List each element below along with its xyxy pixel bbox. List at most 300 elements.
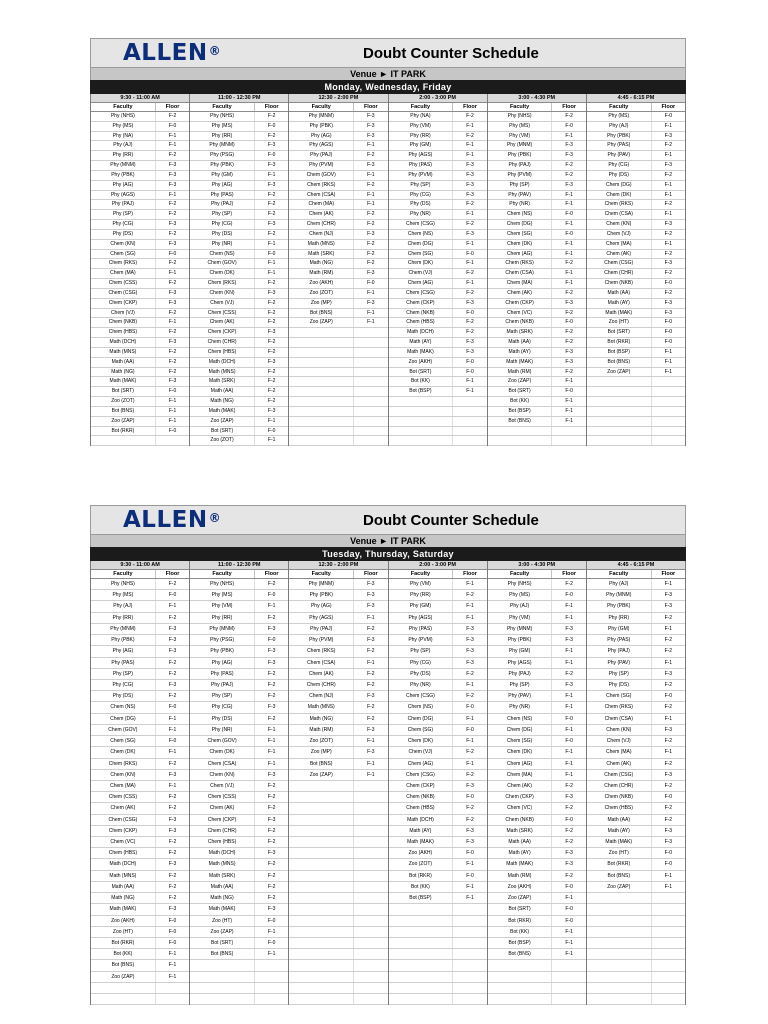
floor-cell: F-1 — [466, 142, 474, 149]
table-row — [488, 635, 586, 646]
table-row — [587, 161, 685, 171]
faculty-cell — [289, 781, 354, 791]
table-row — [587, 792, 685, 803]
floor-cell: F-2 — [168, 693, 177, 700]
faculty-cell: Phy (AG) — [91, 646, 156, 656]
table-row — [190, 792, 288, 803]
table-row — [289, 893, 387, 904]
floor-cell: F-2 — [565, 872, 573, 879]
floor-cell: F-0 — [565, 592, 573, 599]
faculty-cell — [289, 338, 354, 347]
column-header-row — [488, 103, 586, 112]
faculty-cell: Chem (AK) — [91, 803, 156, 813]
faculty-cell: Phy (MNM) — [289, 112, 354, 121]
floor-cell — [652, 436, 685, 445]
faculty-cell: Chem (NS) — [488, 714, 553, 724]
floor-cell — [354, 972, 387, 982]
table-row — [289, 210, 387, 220]
table-row — [289, 916, 387, 927]
floor-cell — [354, 427, 387, 436]
faculty-cell: Phy (AG) — [190, 181, 255, 190]
table-row — [488, 191, 586, 201]
faculty-cell — [389, 983, 454, 993]
floor-cell: F-2 — [565, 670, 573, 677]
floor-cell: F-1 — [267, 260, 276, 267]
floor-cell: F-2 — [565, 581, 573, 587]
faculty-cell: Chem (NS) — [389, 230, 454, 239]
faculty-cell: Zoo (ZOT) — [91, 397, 156, 406]
floor-cell: F-2 — [168, 850, 177, 857]
floor-cell: F-1 — [664, 122, 673, 129]
faculty-cell: Phy (AGS) — [389, 151, 454, 160]
faculty-cell: Phy (PBK) — [488, 151, 553, 160]
table-row — [389, 702, 487, 713]
floor-cell: F-2 — [466, 289, 474, 296]
table-row — [587, 747, 685, 758]
table-row — [389, 427, 487, 437]
faculty-cell: Chem (DK) — [488, 240, 553, 249]
table-row — [91, 579, 189, 590]
table-row — [389, 601, 487, 612]
table-row — [190, 837, 288, 848]
table-row — [289, 279, 387, 289]
time-slot-header: 4:45 - 6:15 PM — [587, 561, 685, 570]
floor-cell: F-3 — [168, 289, 177, 296]
floor-cell — [354, 960, 387, 970]
floor-cell: F-3 — [565, 681, 573, 688]
faculty-column-header: Faculty — [389, 570, 454, 578]
floor-cell — [652, 938, 685, 948]
table-row — [488, 916, 586, 927]
floor-cell: F-3 — [664, 592, 673, 599]
faculty-cell: Chem (HBS) — [389, 803, 454, 813]
faculty-cell: Chem (CHR) — [289, 680, 354, 690]
table-row — [587, 250, 685, 260]
table-row — [389, 792, 487, 803]
floor-cell: F-3 — [565, 625, 573, 632]
floor-cell — [453, 927, 486, 937]
table-row — [91, 669, 189, 680]
floor-cell: F-1 — [565, 771, 573, 778]
faculty-cell — [587, 983, 652, 993]
faculty-cell: Chem (AK) — [488, 289, 553, 298]
faculty-cell: Math (MNS) — [190, 368, 255, 377]
floor-cell: F-1 — [565, 704, 573, 711]
faculty-cell: Math (DCH) — [91, 338, 156, 347]
table-row — [488, 348, 586, 358]
faculty-cell — [289, 871, 354, 881]
table-row — [587, 240, 685, 250]
floor-cell: F-3 — [168, 906, 177, 913]
floor-cell — [453, 407, 486, 416]
faculty-cell: Chem (DG) — [389, 714, 454, 724]
table-row — [289, 736, 387, 747]
floor-cell: F-0 — [565, 738, 573, 745]
faculty-cell: Phy (CG) — [389, 191, 454, 200]
floor-cell: F-3 — [168, 378, 177, 385]
floor-cell: F-1 — [565, 895, 573, 902]
table-row — [587, 122, 685, 132]
floor-cell: F-1 — [168, 142, 177, 149]
table-row — [91, 960, 189, 971]
table-row — [587, 259, 685, 269]
floor-cell: F-2 — [466, 132, 474, 139]
floor-cell: F-1 — [168, 407, 177, 414]
table-row — [587, 427, 685, 437]
faculty-cell: Chem (MA) — [91, 781, 156, 791]
floor-cell: F-0 — [168, 917, 177, 924]
floor-cell: F-2 — [367, 250, 375, 257]
table-row — [587, 132, 685, 142]
floor-cell: F-1 — [565, 760, 573, 767]
faculty-cell — [289, 882, 354, 892]
floor-cell: F-2 — [664, 738, 673, 745]
faculty-cell: Phy (PAS) — [91, 658, 156, 668]
floor-cell: F-3 — [168, 625, 177, 632]
table-row — [91, 803, 189, 814]
table-row — [190, 904, 288, 915]
faculty-cell: Chem (VC) — [488, 803, 553, 813]
table-row — [289, 691, 387, 702]
table-row — [91, 318, 189, 328]
table-row — [488, 882, 586, 893]
table-row — [389, 161, 487, 171]
faculty-cell: Bot (SRT) — [488, 904, 553, 914]
table-row — [587, 407, 685, 417]
floor-cell: F-3 — [466, 299, 474, 306]
floor-cell: F-1 — [168, 132, 177, 139]
faculty-cell: Phy (GM) — [587, 624, 652, 634]
faculty-cell: Chem (NKB) — [91, 318, 156, 327]
floor-cell: F-2 — [168, 670, 177, 677]
faculty-cell: Math (RM) — [488, 871, 553, 881]
column-header-row — [289, 103, 387, 112]
table-row — [587, 871, 685, 882]
floor-cell: F-3 — [565, 348, 573, 355]
faculty-cell: Phy (NHS) — [488, 579, 553, 589]
faculty-cell: Chem (CHR) — [587, 269, 652, 278]
faculty-cell — [587, 960, 652, 970]
table-row — [587, 669, 685, 680]
table-row — [587, 770, 685, 781]
floor-cell: F-0 — [267, 152, 276, 159]
table-row — [190, 259, 288, 269]
faculty-cell: Phy (SP) — [389, 181, 454, 190]
floor-cell: F-1 — [168, 749, 177, 756]
table-row — [91, 240, 189, 250]
table-row — [488, 220, 586, 230]
floor-cell: F-2 — [168, 581, 177, 587]
table-row — [91, 770, 189, 781]
floor-cell: F-1 — [466, 883, 474, 890]
faculty-cell: Phy (MNM) — [190, 141, 255, 150]
floor-cell: F-1 — [466, 681, 474, 688]
faculty-cell: Chem (GOV) — [190, 736, 255, 746]
table-row — [389, 994, 487, 1005]
faculty-column-header: Faculty — [91, 103, 156, 111]
faculty-cell: Phy (CG) — [91, 680, 156, 690]
table-row — [488, 377, 586, 387]
floor-cell: F-3 — [367, 270, 375, 277]
faculty-cell: Math (MAK) — [587, 309, 652, 318]
table-row — [289, 960, 387, 971]
floor-cell: F-2 — [267, 398, 276, 405]
table-row — [587, 691, 685, 702]
faculty-cell: Phy (PBK) — [587, 132, 652, 141]
table-row — [488, 893, 586, 904]
floor-cell: F-3 — [664, 221, 673, 228]
table-row — [289, 368, 387, 378]
table-row — [289, 826, 387, 837]
floor-cell: F-2 — [168, 280, 177, 287]
faculty-cell — [389, 427, 454, 436]
faculty-cell: Chem (VJ) — [190, 299, 255, 308]
table-row — [488, 151, 586, 161]
table-row — [587, 893, 685, 904]
table-row — [289, 669, 387, 680]
table-row — [289, 348, 387, 358]
floor-cell: F-1 — [565, 693, 573, 700]
time-slot-column — [488, 94, 587, 446]
floor-cell: F-1 — [466, 614, 474, 621]
table-row — [190, 122, 288, 132]
table-row — [91, 904, 189, 915]
table-row — [389, 289, 487, 299]
column-header-row — [91, 570, 189, 579]
faculty-cell: Bot (KK) — [389, 882, 454, 892]
floor-cell: F-1 — [466, 240, 474, 247]
floor-cell: F-1 — [565, 201, 573, 208]
faculty-cell: Zoo (AKH) — [289, 279, 354, 288]
faculty-cell: Phy (GM) — [389, 601, 454, 611]
table-row — [488, 994, 586, 1005]
floor-cell: F-0 — [168, 928, 177, 935]
faculty-cell: Chem (CHR) — [289, 220, 354, 229]
faculty-cell: Bot (RKR) — [389, 871, 454, 881]
faculty-cell: Phy (NR) — [389, 680, 454, 690]
floor-cell: F-1 — [565, 726, 573, 733]
faculty-cell: Math (SRK) — [488, 826, 553, 836]
table-row — [91, 972, 189, 983]
table-row — [91, 427, 189, 437]
venue-label: Venue ► IT PARK — [90, 68, 686, 80]
table-row — [91, 309, 189, 319]
faculty-cell: Phy (PAJ) — [488, 161, 553, 170]
table-row — [289, 972, 387, 983]
floor-cell: F-2 — [267, 715, 276, 722]
floor-cell: F-2 — [565, 113, 573, 119]
faculty-cell: Chem (CSA) — [587, 714, 652, 724]
table-row — [389, 358, 487, 368]
floor-cell — [354, 397, 387, 406]
table-row — [91, 358, 189, 368]
floor-cell: F-1 — [267, 417, 276, 424]
faculty-cell: Chem (RKS) — [488, 259, 553, 268]
floor-cell: F-3 — [664, 670, 673, 677]
table-row — [91, 871, 189, 882]
floor-cell — [354, 348, 387, 357]
table-row — [289, 590, 387, 601]
faculty-cell: Phy (MNM) — [190, 624, 255, 634]
faculty-cell: Bot (RKR) — [488, 916, 553, 926]
floor-cell: F-3 — [267, 648, 276, 655]
floor-cell: F-3 — [367, 132, 375, 139]
floor-cell — [354, 916, 387, 926]
table-row — [91, 994, 189, 1005]
floor-cell: F-3 — [267, 358, 276, 365]
table-row — [389, 624, 487, 635]
faculty-cell: Chem (DK) — [389, 736, 454, 746]
faculty-cell — [587, 417, 652, 426]
table-row — [389, 112, 487, 122]
floor-cell: F-3 — [466, 648, 474, 655]
floor-cell: F-3 — [664, 603, 673, 610]
column-header-row — [190, 103, 288, 112]
floor-cell — [652, 960, 685, 970]
faculty-cell: Bot (SRT) — [488, 387, 553, 396]
table-row — [190, 781, 288, 792]
floor-cell: F-0 — [664, 113, 673, 119]
floor-cell: F-3 — [565, 358, 573, 365]
table-row — [587, 938, 685, 949]
floor-cell: F-1 — [466, 152, 474, 159]
floor-cell: F-0 — [565, 883, 573, 890]
floor-cell: F-2 — [565, 289, 573, 296]
floor-cell: F-2 — [367, 181, 375, 188]
table-row — [91, 210, 189, 220]
table-row — [389, 436, 487, 446]
table-row — [488, 309, 586, 319]
faculty-cell: Bot (KK) — [91, 949, 156, 959]
faculty-cell: Phy (MNM) — [488, 141, 553, 150]
floor-cell — [453, 427, 486, 436]
faculty-cell: Phy (VM) — [389, 122, 454, 131]
table-row — [389, 579, 487, 590]
faculty-cell: Phy (PAV) — [488, 691, 553, 701]
floor-cell: F-2 — [267, 299, 276, 306]
faculty-cell: Bot (BSP) — [389, 893, 454, 903]
table-row — [190, 191, 288, 201]
table-row — [91, 815, 189, 826]
faculty-cell: Zoo (ZAP) — [190, 927, 255, 937]
table-row — [587, 151, 685, 161]
floor-cell: F-0 — [168, 427, 177, 434]
table-row — [91, 122, 189, 132]
table-row — [190, 893, 288, 904]
table-row — [389, 397, 487, 407]
floor-cell: F-3 — [367, 162, 375, 169]
table-row — [289, 122, 387, 132]
faculty-cell — [488, 436, 553, 445]
table-row — [488, 781, 586, 792]
faculty-cell: Math (SRK) — [190, 871, 255, 881]
table-row — [488, 171, 586, 181]
faculty-cell — [91, 994, 156, 1004]
table-row — [190, 318, 288, 328]
table-row — [190, 624, 288, 635]
faculty-cell: Bot (BNS) — [488, 949, 553, 959]
table-row — [190, 141, 288, 151]
floor-cell: F-3 — [565, 861, 573, 868]
faculty-cell: Phy (AGS) — [389, 613, 454, 623]
floor-cell: F-1 — [466, 738, 474, 745]
time-slot-column — [190, 94, 289, 446]
faculty-cell: Zoo (AKH) — [389, 358, 454, 367]
faculty-cell: Bot (SRT) — [91, 387, 156, 396]
floor-cell: F-1 — [168, 973, 177, 980]
floor-cell: F-1 — [466, 715, 474, 722]
floor-cell — [652, 972, 685, 982]
faculty-cell: Phy (AG) — [91, 181, 156, 190]
faculty-cell: Math (AY) — [587, 826, 652, 836]
table-row — [587, 200, 685, 210]
floor-cell: F-2 — [466, 329, 474, 336]
venue-label: Venue ► IT PARK — [90, 535, 686, 547]
table-row — [488, 122, 586, 132]
table-row — [488, 904, 586, 915]
floor-cell: F-3 — [466, 181, 474, 188]
table-row — [289, 714, 387, 725]
table-row — [190, 916, 288, 927]
faculty-cell: Bot (RKR) — [91, 938, 156, 948]
faculty-cell: Bot (RKR) — [587, 338, 652, 347]
floor-cell: F-3 — [466, 191, 474, 198]
faculty-cell: Chem (AK) — [289, 669, 354, 679]
table-row — [587, 269, 685, 279]
floor-cell — [453, 960, 486, 970]
table-row — [289, 613, 387, 624]
floor-cell: F-1 — [664, 659, 673, 666]
faculty-cell: Math (AA) — [190, 387, 255, 396]
floor-cell — [652, 994, 685, 1004]
table-row — [289, 837, 387, 848]
faculty-cell: Bot (BSP) — [587, 348, 652, 357]
table-row — [389, 151, 487, 161]
faculty-cell: Chem (NJ) — [289, 691, 354, 701]
table-row — [289, 427, 387, 437]
faculty-cell: Phy (PSG) — [190, 635, 255, 645]
faculty-cell: Chem (KN) — [91, 770, 156, 780]
faculty-cell: Phy (SP) — [488, 680, 553, 690]
faculty-cell: Chem (CSG) — [389, 691, 454, 701]
floor-cell: F-1 — [466, 260, 474, 267]
floor-cell: F-2 — [664, 270, 673, 277]
floor-cell: F-2 — [168, 329, 177, 336]
faculty-cell: Chem (GOV) — [289, 171, 354, 180]
faculty-column-header: Faculty — [389, 103, 454, 111]
table-row — [190, 220, 288, 230]
table-row — [91, 882, 189, 893]
floor-cell: F-2 — [168, 794, 177, 801]
table-row — [190, 328, 288, 338]
faculty-cell: Chem (RKS) — [91, 259, 156, 268]
allen-logo: ALLEN® — [123, 40, 222, 66]
faculty-cell — [587, 893, 652, 903]
floor-cell — [652, 377, 685, 386]
time-slot-header: 11:00 - 12:30 PM — [190, 561, 288, 570]
faculty-cell: Phy (PAJ) — [488, 669, 553, 679]
faculty-cell: Zoo (ZAP) — [190, 417, 255, 426]
table-row — [488, 259, 586, 269]
faculty-cell: Math (AA) — [488, 837, 553, 847]
time-slot-header: 9:30 - 11:00 AM — [91, 561, 189, 570]
faculty-cell: Phy (AJ) — [91, 141, 156, 150]
floor-cell: F-3 — [168, 299, 177, 306]
floor-cell: F-2 — [267, 872, 276, 879]
table-row — [488, 624, 586, 635]
faculty-cell: Phy (MS) — [488, 122, 553, 131]
faculty-cell: Math (AA) — [587, 289, 652, 298]
